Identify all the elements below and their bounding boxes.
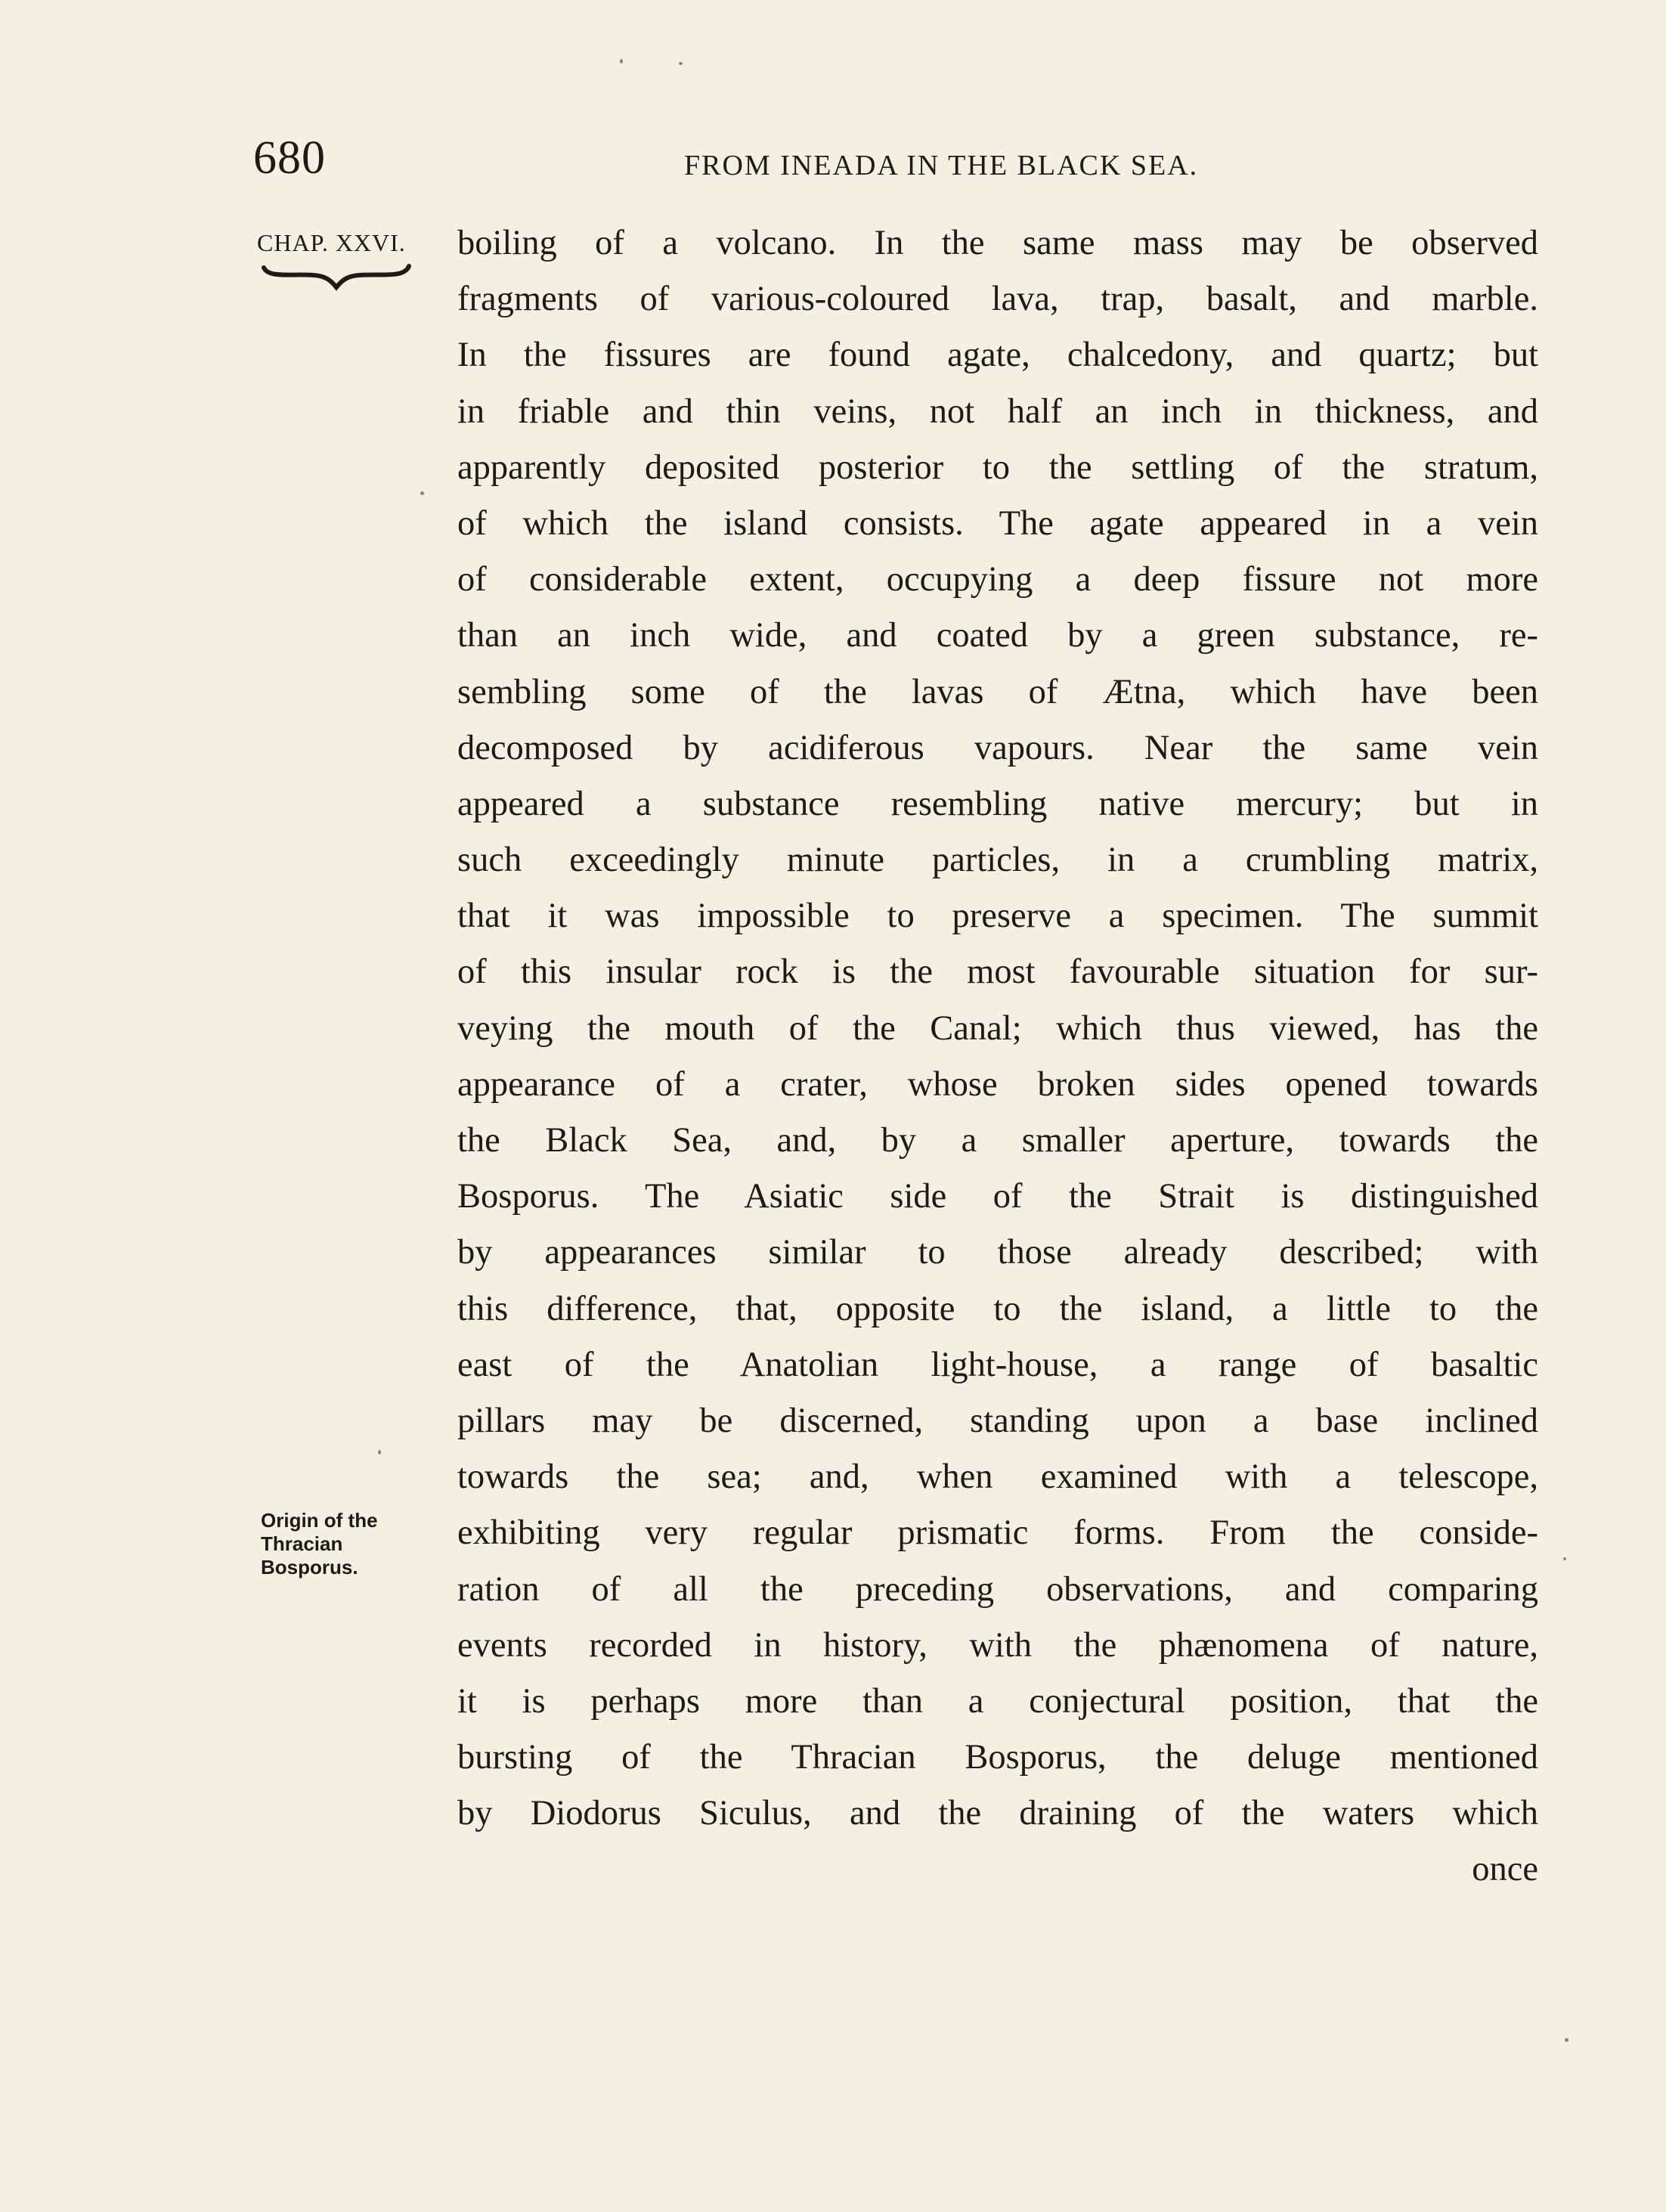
sidenote-line: Origin of the	[261, 1509, 378, 1532]
text-line: that it was impossible to preserve a specimen. The summit	[457, 897, 1538, 936]
paper-speck	[679, 62, 683, 65]
text-line: fragments of various-coloured lava, trap, basalt, and marble.	[457, 280, 1538, 319]
page-number: 680	[253, 132, 326, 184]
text-line: such exceedingly minute particles, in a crumbling matrix,	[457, 841, 1538, 880]
text-line: towards the sea; and, when examined with a telescope,	[457, 1458, 1538, 1497]
text-line: veying the mouth of the Canal; which thus viewed, has the	[457, 1008, 1538, 1048]
body-text	[457, 215, 1538, 1898]
marginal-sidenote	[261, 1509, 397, 1579]
paper-speck	[420, 491, 424, 495]
text-line: than an inch wide, and coated by a green substance, re-	[457, 616, 1538, 655]
text-line: it is perhaps more than a conjectural position, that the	[457, 1681, 1538, 1721]
text-line: ration of all the preceding observations, and comparing	[457, 1569, 1538, 1609]
chapter-label: CHAP. XXVI.	[257, 229, 406, 256]
text-line: east of the Anatolian light-house, a range of basaltic	[457, 1345, 1538, 1384]
text-line: by appearances similar to those already described; with	[457, 1233, 1538, 1272]
paper-speck	[1563, 1557, 1566, 1560]
sidenote-line: Bosporus.	[261, 1556, 358, 1578]
text-line: appearance of a crater, whose broken sides opened towards	[457, 1064, 1538, 1104]
sidenote-line: Thracian	[261, 1532, 343, 1555]
text-line: boiling of a volcano. In the same mass may be observed	[457, 224, 1538, 262]
text-line: appeared a substance resembling native mercury; but in	[457, 784, 1538, 823]
running-head: FROM INEADA IN THE BLACK SEA.	[684, 150, 1199, 181]
text-line: exhibiting very regular prismatic forms. From the conside-	[457, 1513, 1538, 1553]
text-line: pillars may be discerned, standing upon a base inclined	[457, 1401, 1538, 1440]
text-line: in friable and thin veins, not half an inch in thickness, and	[457, 392, 1538, 431]
chapter-brace-ornament	[261, 263, 412, 293]
text-line: this difference, that, opposite to the island, a little to the	[457, 1289, 1538, 1328]
text-line: of considerable extent, occupying a deep fissure not more	[457, 560, 1538, 599]
text-line: In the fissures are found agate, chalcedony, and quartz; but	[457, 336, 1538, 375]
catchword: once	[1472, 1850, 1538, 1889]
paper-speck	[620, 59, 623, 64]
text-line: of which the island consists. The agate appeared in a vein	[457, 503, 1538, 543]
text-line: events recorded in history, with the phænomena of nature,	[457, 1625, 1538, 1665]
text-line: of this insular rock is the most favourable situation for sur-	[457, 953, 1538, 992]
text-line: sembling some of the lavas of Ætna, which have been	[457, 672, 1538, 711]
text-line: the Black Sea, and, by a smaller aperture, towards the	[457, 1121, 1538, 1160]
text-line: apparently deposited posterior to the settling of the stratum,	[457, 448, 1538, 487]
text-line: by Diodorus Siculus, and the draining of the waters which	[457, 1794, 1538, 1833]
text-line: decomposed by acidiferous vapours. Near the same vein	[457, 728, 1538, 767]
text-line: bursting of the Thracian Bosporus, the deluge mentioned	[457, 1738, 1538, 1777]
paper-speck	[1565, 2038, 1568, 2042]
text-line: Bosporus. The Asiatic side of the Strait is distinguished	[457, 1177, 1538, 1216]
paper-speck	[378, 1450, 381, 1455]
